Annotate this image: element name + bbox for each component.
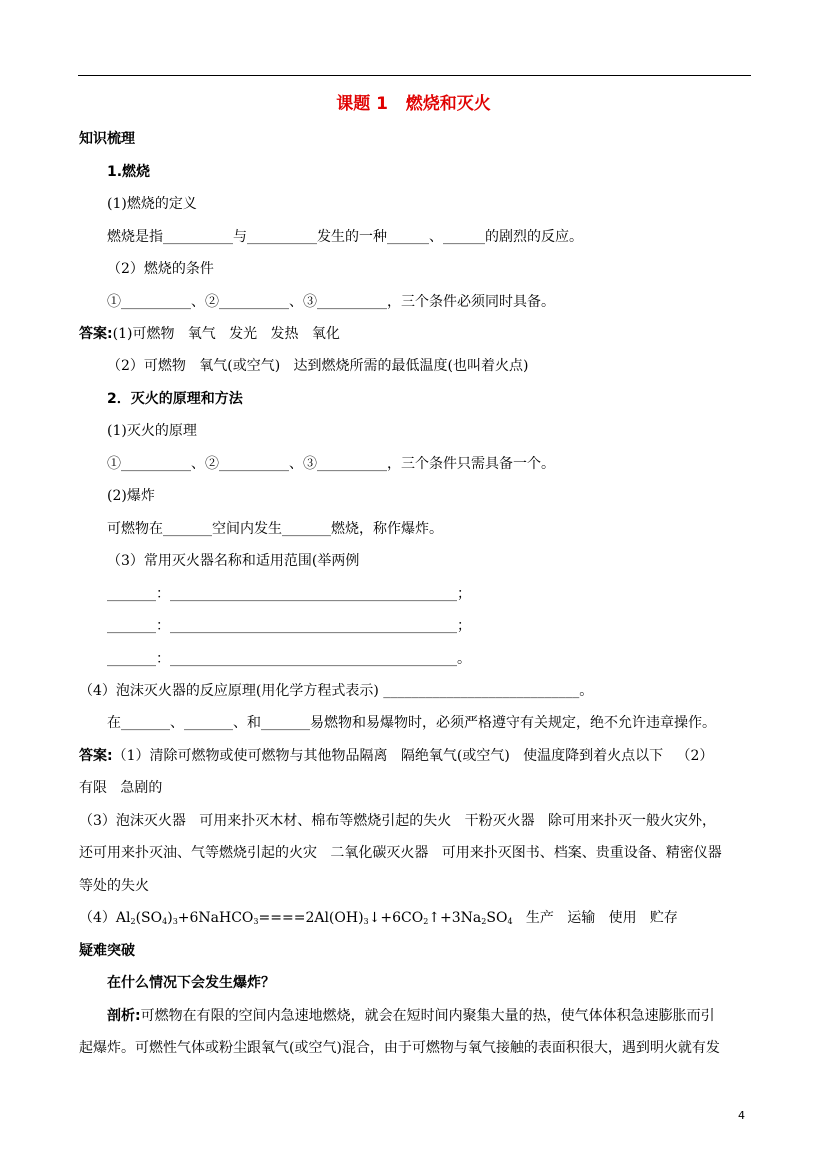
section-heading-difficulty: 疑难突破: [79, 943, 135, 959]
question-explosion-text: 可燃物在_______空间内发生_______燃烧，称作爆炸。: [107, 521, 443, 537]
chemical-equation: $(4)Al_2(SO_4)_3+6NaHCO_3====2Al(OH)_3↓+6CO_2↑+3Na_2SO_4$ 生产 运输 使用 贮存: [79, 910, 678, 926]
subsection-title-combustion: 1.燃烧: [107, 164, 151, 180]
answer-2-line-b: 有限 急剧的: [79, 780, 163, 796]
answer-1-line-b: （2）可燃物 氧气(或空气) 达到燃烧所需的最低温度(也叫着火点): [107, 358, 529, 374]
blank-line: _______：_________________________________________。: [107, 651, 471, 667]
section-heading-knowledge: 知识梳理: [79, 131, 135, 147]
analysis-line-b: 起爆炸。可燃性气体或粉尘跟氧气(或空气)混合，由于可燃物与氧气接触的表面积很大，遇到明火就有发: [79, 1040, 720, 1056]
question-definition: (1)燃烧的定义: [107, 196, 197, 212]
question-principle: (1)灭火的原理: [107, 423, 197, 439]
answer-label: 答案:: [79, 748, 113, 764]
answer-text: （1）清除可燃物或使可燃物与其他物品隔离 隔绝氧气(或空气) 使温度降到着火点以下 （2）: [112, 748, 714, 764]
answer-1-line-a: [79, 324, 340, 344]
difficulty-question: 在什么情况下会发生爆炸？: [107, 975, 275, 991]
question-extinguishers: （3）常用灭火器名称和适用范围(举两例: [107, 553, 360, 569]
header-rule: [78, 75, 751, 76]
answer-text: (1)可燃物 氧气 发光 发热 氧化: [112, 326, 340, 342]
question-explosion: (2)爆炸: [107, 488, 155, 504]
question-principle-text: ①__________、②__________、③__________，三个条件只需具备一个。: [107, 456, 555, 472]
answer-label: 答案:: [79, 326, 113, 342]
question-definition-text: 燃烧是指__________与__________发生的一种______、______的剧烈的反应。: [107, 229, 583, 245]
question-conditions: （2）燃烧的条件: [107, 261, 214, 277]
answer-2-line-c: （3）泡沫灭火器 可用来扑灭木材、棉布等燃烧引起的失火 干粉灭火器 除可用来扑灭一般火灾外，: [79, 813, 716, 829]
question-conditions-text: ①__________、②__________、③__________，三个条件必须同时具备。: [107, 294, 555, 310]
subsection-title-extinguish: 2．灭火的原理和方法: [107, 391, 243, 407]
blank-line: _______：_________________________________________；: [107, 586, 471, 602]
answer-2-line-e: 等处的失火: [79, 878, 149, 894]
page-number: 4: [738, 1109, 745, 1122]
question-foam-equation: （4）泡沫灭火器的反应原理(用化学方程式表示) ____________________________。: [79, 683, 594, 699]
blank-line: _______：_________________________________________；: [107, 618, 471, 634]
analysis-line-a: [107, 1006, 715, 1026]
analysis-label: 剖析:: [107, 1008, 141, 1024]
answer-2-line-d: 还可用来扑灭油、气等燃烧引起的火灾 二氧化碳灭火器 可用来扑灭图书、档案、贵重设备、精密仪器: [79, 845, 722, 861]
analysis-text: 可燃物在有限的空间内急速地燃烧，就会在短时间内聚集大量的热，使气体体积急速膨胀而引: [140, 1008, 715, 1024]
page-title: 课题 1 燃烧和灭火: [336, 94, 491, 114]
question-safety-text: 在_______、_______、和_______易燃物和易爆物时，必须严格遵守有关规定，绝不允许违章操作。: [107, 715, 716, 731]
answer-2-line-a: [79, 746, 713, 766]
